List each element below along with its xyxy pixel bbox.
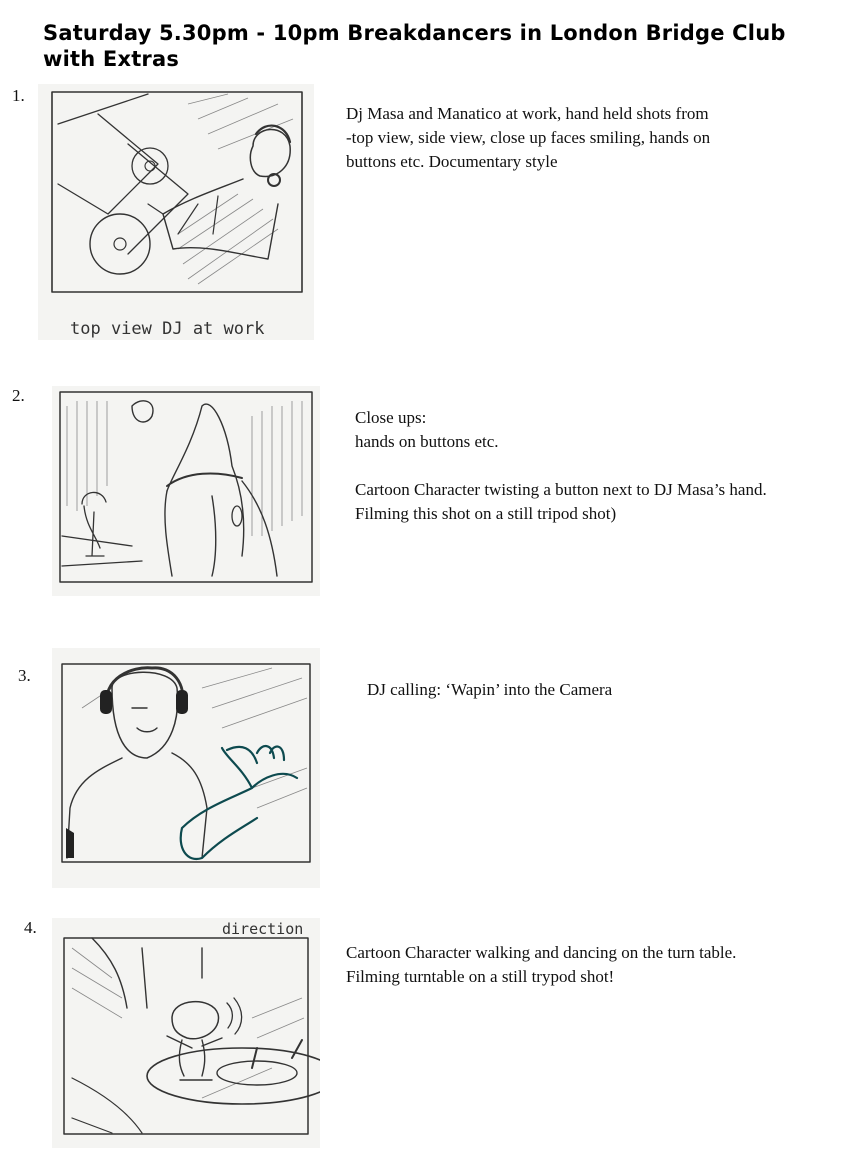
panel-number-3: 3. — [18, 666, 31, 685]
description-line: -top view, side view, close up faces smiling, hands on — [346, 128, 711, 147]
description-line: Cartoon Character walking and dancing on the turn table. — [346, 943, 737, 962]
character-on-turntable-sketch — [52, 918, 320, 1148]
description-line: DJ calling: ‘Wapin’ into the Camera — [367, 680, 613, 699]
storyboard-sketch-1 — [38, 84, 314, 340]
page-title: Saturday 5.30pm - 10pm Breakdancers in London Bridge Club with Extras — [43, 21, 786, 71]
panel-description-3 — [367, 678, 827, 702]
description-line — [355, 454, 835, 478]
storyboard-sketch-3 — [52, 648, 320, 888]
dj-turntables-sketch — [38, 84, 314, 340]
description-line: Cartoon Character twisting a button next to DJ Masa’s hand. — [355, 480, 767, 499]
description-line: Close ups: — [355, 408, 427, 427]
panel-number-1: 1. — [12, 86, 25, 105]
storyboard-sketch-4 — [52, 918, 320, 1148]
panel-number-2: 2. — [12, 386, 25, 405]
sketch-caption-4: direction — [222, 920, 304, 938]
description-line: Filming this shot on a still tripod shot) — [355, 504, 617, 523]
panel-description-4 — [346, 941, 826, 989]
storyboard-sketch-2 — [52, 386, 320, 596]
sketch-caption-1: top view DJ at work — [70, 319, 265, 339]
panel-description-1 — [346, 102, 786, 174]
description-line: Filming turntable on a still trypod shot! — [346, 967, 615, 986]
description-line: hands on buttons etc. — [355, 432, 499, 451]
hand-on-button-sketch — [52, 386, 320, 596]
description-line: Dj Masa and Manatico at work, hand held shots from — [346, 104, 709, 123]
panel-number-4: 4. — [24, 918, 37, 937]
description-line: buttons etc. Documentary style — [346, 152, 558, 171]
dj-calling-sketch — [52, 648, 320, 888]
panel-description-2 — [355, 406, 835, 526]
